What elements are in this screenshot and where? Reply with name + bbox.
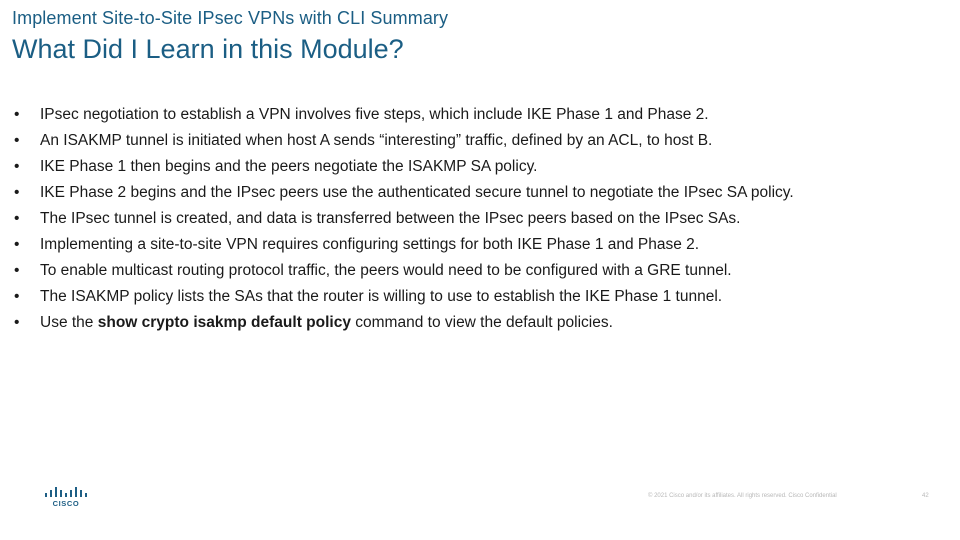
bullet-item: • IKE Phase 2 begins and the IPsec peers use the authenticated secure tunnel to negotiate the IPsec SA policy. [14, 180, 874, 206]
bullet-suffix-text: command to view the default policies. [350, 314, 613, 331]
bullet-item: • Implementing a site-to-site VPN requires configuring settings for both IKE Phase 1 and Phase 2. [14, 232, 874, 258]
command-text: show crypto isakmp default policy [97, 314, 351, 331]
bullet-item-command [14, 310, 874, 336]
footer-copyright: © 2021 Cisco and/or its affiliates. All rights reserved. Cisco Confidential [648, 493, 837, 499]
bullet-item: • An ISAKMP tunnel is initiated when host A sends “interesting” traffic, defined by an ACL, to host B. [14, 128, 874, 154]
page-number: 42 [922, 493, 929, 499]
slide-subtitle: Implement Site-to-Site IPsec VPNs with CLI Summary [12, 8, 449, 28]
bullet-prefix-text: Use the [40, 314, 98, 331]
slide-title: What Did I Learn in this Module? [12, 34, 404, 64]
logo-text: CISCO [52, 499, 80, 508]
bullet-item: • The IPsec tunnel is created, and data is transferred between the IPsec peers based on the IPsec SAs. [14, 206, 874, 232]
bullet-item: • The ISAKMP policy lists the SAs that the router is willing to use to establish the IKE Phase 1 tunnel. [14, 284, 874, 310]
bullet-item: • To enable multicast routing protocol traffic, the peers would need to be configured with a GRE tunnel. [14, 258, 874, 284]
bullet-item: • IPsec negotiation to establish a VPN involves five steps, which include IKE Phase 1 and Phase 2. [14, 102, 874, 128]
cisco-logo-icon [44, 484, 90, 508]
bullet-item: • IKE Phase 1 then begins and the peers negotiate the ISAKMP SA policy. [14, 154, 874, 180]
bullet-list [14, 102, 874, 336]
